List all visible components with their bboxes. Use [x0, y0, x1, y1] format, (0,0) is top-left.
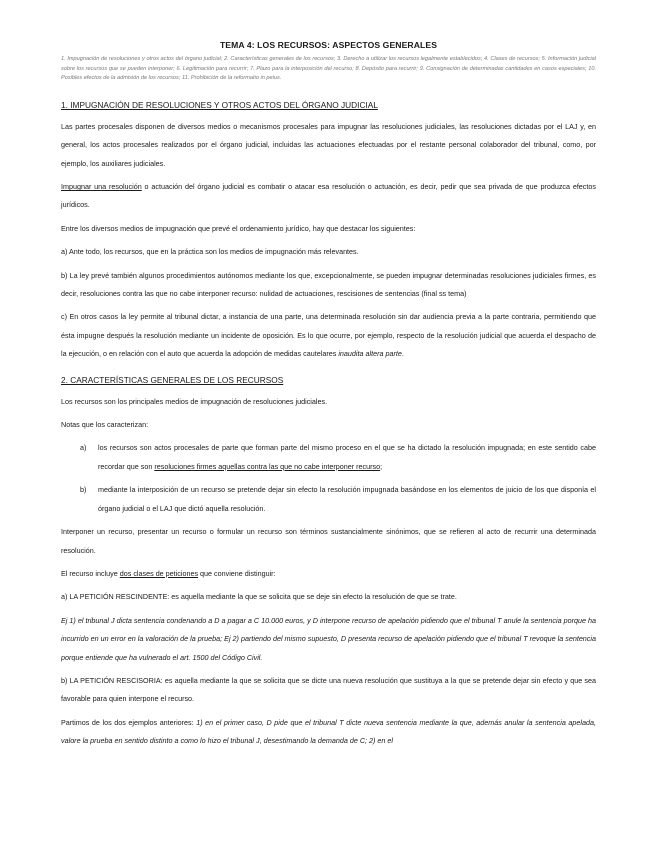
list-item-text: mediante la interposición de un recurso se pretende dejar sin efecto la resolución impugnada basándose en los elementos de juicio de los que disponía el órgano judicial o el LAJ que dictó aquella resolución.	[98, 485, 596, 513]
paragraph: Entre los diversos medios de impugnación que prevé el ordenamiento jurídico, hay que destacar los siguientes:	[61, 223, 416, 233]
paragraph-text: El recurso incluye	[61, 568, 120, 578]
paragraph-text: o actuación del órgano judicial es combatir o atacar esa resolución o actuación, es decir, pedir que sea privada de que produzca efectos jurídicos.	[61, 182, 596, 210]
section-2-heading: 2. CARACTERÍSTICAS GENERALES DE LOS RECURSOS	[61, 374, 284, 385]
list-marker: a)	[80, 443, 87, 453]
example-paragraph: Ej 1) el tribunal J dicta sentencia condenando a D a pagar a C 10.000 euros, y D interpone recurso de apelación pidiendo que el tribunal T anule la sentencia porque ha incurrido en un error en la valoración de la prueba; Ej 2) partiendo del mismo supuesto, D presenta recurso de apelación pidiendo que el tribunal T revoque la sentencia porque entiende que ha vulnerado el art. 1500 del Código Civil.	[61, 615, 596, 662]
topic-summary: 1. Impugnación de resoluciones y otros actos del órgano judicial; 2. Características generales de los recursos; 3. Derecho a utilizar los recursos legalmente establecidos; 4. Clases de recursos; 5. Información judicial sobre los recursos que se pueden interponer; 6. Legitimación para recurrir; 7. Plazo para la interposición del recurso; 8. Depósito para recurrir; 9. Consignación de determinadas cantidades en casos especiales; 10. Posibles efectos de la admisión de los recursos; 11. Prohibición de la reformatio in peius.	[61, 56, 596, 82]
paragraph	[61, 565, 596, 583]
list-item	[61, 439, 596, 476]
list-marker: b)	[80, 485, 87, 495]
punctuation: ;	[380, 461, 383, 471]
paragraph: a) LA PETICIÓN RESCINDENTE: es aquella mediante la que se solicita que se deje sin efecto la resolución de que se trate.	[61, 592, 457, 602]
paragraph: a) Ante todo, los recursos, que en la práctica son los medios de impugnación más relevantes.	[61, 247, 359, 257]
paragraph-text: Partimos de los dos ejemplos anteriores:	[61, 717, 197, 727]
document-title: TEMA 4: LOS RECURSOS: ASPECTOS GENERALES	[219, 40, 438, 50]
underlined-term: dos clases de peticiones	[119, 568, 199, 578]
list-item	[61, 481, 596, 518]
paragraph: b) La ley prevé también algunos procedimientos autónomos mediante los que, excepcionalmente, se pueden impugnar determinadas resoluciones judiciales firmes, es decir, resoluciones contra las que no cabe interponer recurso: nulidad de actuaciones, rescisiones de sentencias (final ss tema)	[61, 270, 596, 299]
punctuation: .	[401, 349, 404, 359]
paragraph	[61, 178, 596, 215]
document-page	[61, 40, 596, 756]
underlined-term: Impugnar una resolución	[61, 182, 142, 191]
paragraph-text: c) En otros casos la ley permite al tribunal dictar, a instancia de una parte, una determinada resolución sin dar audiencia previa a la parte contraria, permitiendo que ésta impugne después la resolución mediante un incidente de oposición. Es lo que ocurre, por ejemplo, respecto de la resolución judicial que acuerda el despacho de la ejecución, o en relación con el auto que acuerda la adopción de medidas cautelares	[61, 312, 596, 359]
paragraph: Notas que los caracterizan:	[61, 420, 149, 430]
paragraph: Las partes procesales disponen de diversos medios o mecanismos procesales para impugnar las resoluciones judiciales, las resoluciones dictadas por el LAJ y, en general, los actos procesales realizados por el órgano judicial, incluidas las actuaciones efectuadas por el restante personal colaborador del tribunal, como, por ejemplo, los auxiliares judiciales.	[61, 121, 596, 168]
italic-text: 1) en el primer caso, D pide que el tribunal T dicte nueva sentencia mediante la que, además anular la sentencia apelada, valore la prueba en sentido distinto a como lo hizo el tribunal J, desestimando la demanda de C; 2) en el	[61, 717, 596, 746]
section-1-heading: 1. IMPUGNACIÓN DE RESOLUCIONES Y OTROS ACTOS DEL ÓRGANO JUDICIAL	[61, 99, 378, 110]
paragraph: b) LA PETICIÓN RESCISORIA: es aquella mediante la que se solicita que se dicte una nueva resolución que sustituya a la que se pretende dejar sin efecto y que sea favorable para quien interpone el recurso.	[61, 675, 596, 704]
italic-term: inaudita altera parte	[338, 349, 402, 359]
list-item-text: los recursos son actos procesales de parte que forman parte del mismo proceso en el que se ha dictado la resolución impugnada; en este sentido cabe recordar que son	[98, 443, 596, 471]
paragraph: Interponer un recurso, presentar un recurso o formular un recurso son términos sustancialmente sinónimos, que se refieren al acto de recurrir una determinada resolución.	[61, 527, 596, 555]
paragraph	[61, 714, 596, 751]
paragraph-text: que conviene distinguir:	[198, 568, 276, 578]
paragraph: Los recursos son los principales medios de impugnación de resoluciones judiciales.	[61, 396, 328, 406]
underlined-term: resoluciones firmes aquellas contra las que no cabe interponer recurso	[154, 461, 381, 471]
paragraph	[61, 308, 596, 363]
